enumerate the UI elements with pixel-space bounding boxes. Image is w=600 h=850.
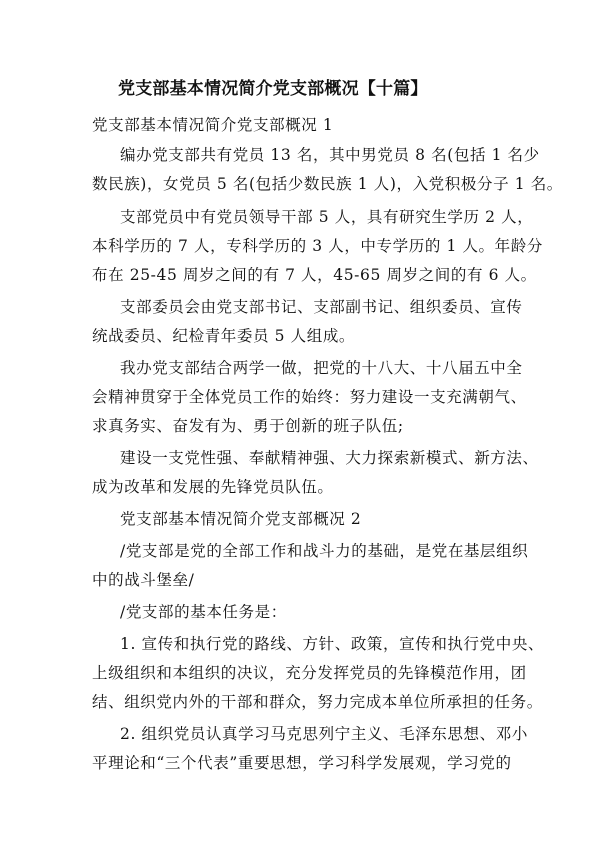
paragraph-line: 我办党支部结合两学一做，把党的十八大、十八届五中全 bbox=[120, 359, 523, 377]
section-heading-1: 党支部基本情况简介党支部概况 1 bbox=[92, 116, 334, 134]
paragraph-line: /党支部是党的全部工作和战斗力的基础，是党在基层组织 bbox=[120, 542, 529, 560]
paragraph-line: 1. 宣传和执行党的路线、方针、政策，宣传和执行党中央、 bbox=[120, 635, 545, 653]
paragraph-line: 本科学历的 7 人，专科学历的 3 人，中专学历的 1 人。年龄分 bbox=[92, 237, 543, 255]
paragraph-line: 2. 组织党员认真学习马克思列宁主义、毛泽东思想、邓小 bbox=[120, 725, 528, 743]
paragraph-line: 会精神贯穿于全体党员工作的始终：努力建设一支充满朝气、 bbox=[92, 388, 527, 406]
paragraph-line: 布在 25-45 周岁之间的有 7 人，45-65 周岁之间的有 6 人。 bbox=[92, 266, 537, 284]
paragraph-line: 平理论和“三个代表”重要思想，学习科学发展观，学习党的 bbox=[92, 754, 512, 772]
paragraph-line: 上级组织和本组织的决议，充分发挥党员的先锋模范作用，团 bbox=[92, 664, 527, 682]
paragraph-line: 支部委员会由党支部书记、支部副书记、组织委员、宣传 bbox=[120, 298, 523, 316]
paragraph-line: 成为改革和发展的先锋党员队伍。 bbox=[92, 478, 334, 496]
document-title: 党支部基本情况简介党支部概况【十篇】 bbox=[118, 79, 428, 99]
paragraph-line: 编办党支部共有党员 13 名，其中男党员 8 名(包括 1 名少 bbox=[120, 146, 540, 164]
paragraph-line: 结、组织党内外的干部和群众，努力完成本单位所承担的任务。 bbox=[92, 693, 543, 711]
paragraph-line: 求真务实、奋发有为、勇于创新的班子队伍; bbox=[92, 417, 404, 435]
paragraph-line: /党支部的基本任务是： bbox=[120, 603, 287, 621]
section-heading-2: 党支部基本情况简介党支部概况 2 bbox=[120, 510, 362, 528]
paragraph-line: 统战委员、纪检青年委员 5 人组成。 bbox=[92, 327, 356, 345]
paragraph-line: 中的战斗堡垒/ bbox=[92, 571, 195, 589]
paragraph-line: 数民族)，女党员 5 名(包括少数民族 1 人)，入党积极分子 1 名。 bbox=[92, 175, 563, 193]
paragraph-line: 建设一支党性强、奉献精神强、大力探索新模式、新方法、 bbox=[120, 449, 539, 467]
paragraph-line: 支部党员中有党员领导干部 5 人，具有研究生学历 2 人， bbox=[120, 208, 534, 226]
